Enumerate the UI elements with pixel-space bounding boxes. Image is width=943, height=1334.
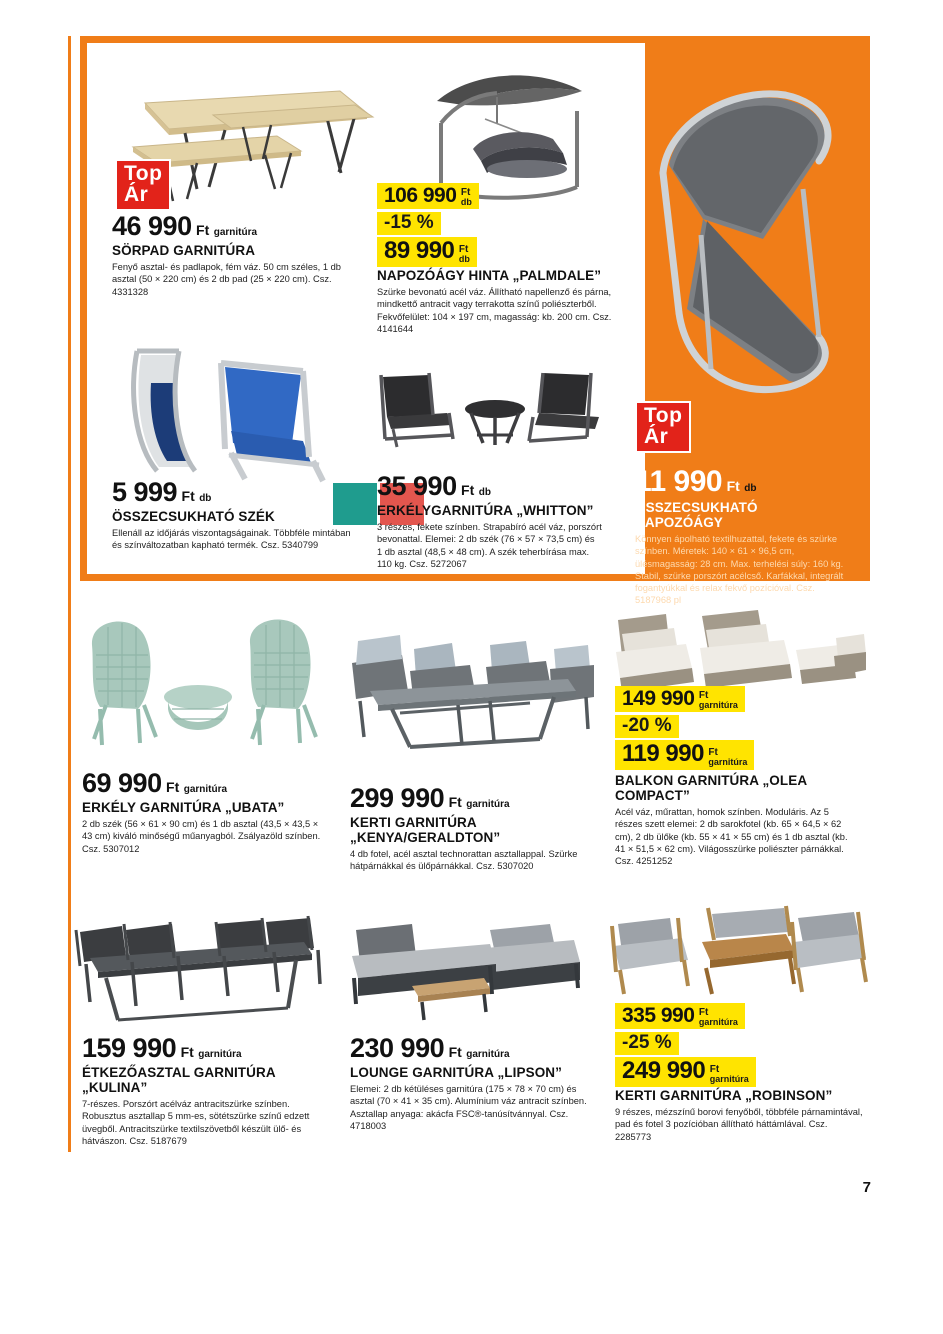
kulina-unit: garnitúra: [198, 1049, 242, 1060]
olea-old-price: 149 990: [622, 687, 695, 710]
palmdale-old-currency: Ft: [460, 187, 471, 199]
palmdale-currency: Ft: [458, 243, 469, 255]
olea-unit: garnitúra: [708, 756, 748, 767]
whitton-title: ERKÉLYGARNITÚRA „WHITTON”: [377, 503, 594, 518]
product-kenya-geraldton: [350, 785, 605, 873]
robinson-old-price-row: [615, 1003, 745, 1030]
robinson-currency: Ft: [709, 1063, 720, 1075]
palmdale-new-price-row: [377, 237, 477, 266]
napozoagy-currency: Ft: [726, 478, 740, 494]
olea-currency: Ft: [708, 746, 718, 758]
robinson-image: [608, 888, 868, 1008]
kenya-price-row: [350, 785, 605, 812]
olea-old-unit-group: [699, 691, 738, 710]
whitton-price-row: [377, 473, 602, 500]
palmdale-old-unit: [461, 188, 472, 207]
olea-old-currency: Ft: [698, 690, 709, 702]
palmdale-old-unit2: db: [460, 197, 472, 208]
palmdale-price-tag: [377, 183, 479, 267]
napozoagy-unit: db: [744, 483, 757, 494]
robinson-discount: -25 %: [615, 1032, 679, 1055]
product-ubata: [82, 770, 327, 855]
palmdale-unit: db: [458, 253, 470, 264]
badge-line-1: Top: [124, 162, 163, 185]
whitton-desc: 3 részes, fekete színben. Strapabíró acél váz, porszórt bevonattal. Elemei: 2 db szék (76 × 57 × 73,5 cm) és 1 db asztal (48,5 × 48 cm). A szék teherbírása max. 110 kg. Csz. 5272067: [377, 522, 602, 569]
lipson-title: LOUNGE GARNITÚRA „LIPSON”: [350, 1065, 563, 1080]
robinson-title: KERTI GARNITÚRA „ROBINSON”: [615, 1088, 833, 1103]
product-osszecsukhato-szek: [112, 477, 351, 552]
sorpad-currency: Ft: [196, 222, 210, 238]
robinson-price-tag: [615, 1003, 756, 1087]
lipson-desc: Elemei: 2 db kétüléses garnitúra (175 × 78 × 70 cm) és asztal (70 × 41 × 35 cm). Alumínium váz antracit színben. Asztallap anyaga: akácfa FSC®-tanúsítvánnyal. Csz. 4718003: [350, 1084, 587, 1131]
robinson-desc: 9 részes, mézszínű borovi fenyőből, többféle párnamintával, pad és fotel 3 pozícióban állítható háttámlával. Csz. 2285773: [615, 1107, 863, 1142]
product-napozoagy: [635, 467, 849, 607]
robinson-old-price: 335 990: [622, 1004, 695, 1027]
sorpad-price: 46 990: [112, 211, 192, 241]
szek-price-row: [112, 479, 327, 506]
szek-price: 5 999: [112, 477, 178, 507]
sorpad-title: SÖRPAD GARNITÚRA: [112, 243, 256, 258]
olea-old-price-row: [615, 686, 745, 713]
product-palmdale: [377, 265, 627, 335]
olea-discount: -20 %: [615, 715, 679, 738]
robinson-old-currency: Ft: [698, 1007, 709, 1019]
szek-currency: Ft: [181, 488, 195, 504]
whitton-image: [367, 355, 607, 465]
ubata-price-row: [82, 770, 327, 797]
product-olea-compact: [615, 770, 855, 867]
palmdale-unit-group: [459, 245, 470, 264]
sorpad-unit: garnitúra: [213, 227, 258, 238]
ubata-currency: Ft: [166, 779, 180, 795]
product-lipson: [350, 1035, 590, 1132]
napozoagy-price: 11 990: [635, 465, 723, 498]
robinson-new-price-row: [615, 1057, 756, 1086]
palmdale-desc: Szürke bevonatú acél váz. Állítható napellenző és párna, mindkettő antracit vagy terrakotta színű poliészterből. Fekvőfelület: 104 × 197 cm, magasság: kb. 200 cm. Csz. 4141644: [377, 287, 612, 334]
palmdale-old-price-row: [377, 183, 479, 210]
ubata-image: [72, 605, 322, 760]
ubata-price: 69 990: [82, 768, 162, 798]
whitton-unit: db: [478, 487, 491, 498]
ubata-desc: 2 db szék (56 × 61 × 90 cm) és 1 db asztal (43,5 × 43,5 × 43 cm) kiváló minőségű műanyagból. Zsályazöld színben. Csz. 5307012: [82, 819, 321, 854]
robinson-unit: garnitúra: [709, 1073, 749, 1084]
kenya-title: KERTI GARNITÚRA „KENYA/GERALDTON”: [350, 815, 501, 845]
olea-desc: Acél váz, műrattan, homok színben. Moduláris. Az 5 részes szett elemei: 2 db sarokfotel (kb. 65 × 64,5 × 62 cm), 2 db ülőke (kb. 55 × 41 × 55 cm) és 1 db asztal (kb. 41 × 51,5 × 62 cm). Világosszürke poliészter párnákkal. Csz. 4251252: [615, 807, 848, 867]
palmdale-title: NAPOZÓÁGY HINTA „PALMDALE”: [377, 268, 602, 283]
olea-price: 119 990: [622, 740, 704, 768]
osszecsukhato-szek-image: [105, 333, 360, 483]
featured-orange-block: [80, 36, 870, 606]
lipson-price-row: [350, 1035, 590, 1062]
color-swatch-teal: [333, 483, 377, 525]
kulina-price-row: [82, 1035, 322, 1062]
kulina-title: ÉTKEZŐASZTAL GARNITÚRA „KULINA”: [82, 1065, 276, 1095]
szek-title: ÖSSZECSUKHATÓ SZÉK: [112, 509, 275, 524]
ubata-title: ERKÉLY GARNITÚRA „UBATA”: [82, 800, 285, 815]
sorpad-price-row: [112, 213, 352, 240]
olea-unit-group: [708, 748, 747, 767]
whitton-currency: Ft: [461, 482, 475, 498]
ubata-unit: garnitúra: [183, 784, 228, 795]
palmdale-old-price: 106 990: [384, 184, 457, 207]
kenya-currency: Ft: [448, 794, 462, 810]
sorpad-desc: Fenyő asztal- és padlapok, fém váz. 50 cm széles, 1 db asztal (50 × 220 cm) és 2 db pad (25 × 220 cm). Csz. 4331328: [112, 262, 341, 297]
robinson-old-unit2: garnitúra: [698, 1017, 738, 1028]
robinson-old-unit-group: [699, 1008, 738, 1027]
product-whitton: [377, 473, 602, 570]
robinson-price: 249 990: [622, 1057, 706, 1085]
olea-price-tag: [615, 686, 754, 770]
napozoagy-price-row: [635, 467, 849, 497]
szek-unit: db: [199, 493, 212, 504]
page-number: 7: [862, 1179, 871, 1196]
kenya-price: 299 990: [350, 783, 445, 813]
top-price-badge-sorpad: [115, 159, 171, 211]
kenya-unit: garnitúra: [466, 799, 510, 810]
palmdale-price: 89 990: [384, 237, 455, 265]
palmdale-discount: -15 %: [377, 212, 441, 235]
olea-title: BALKON GARNITÚRA „OLEA COMPACT”: [615, 773, 807, 803]
badge-line-2: Ár: [644, 424, 669, 448]
product-kulina: [82, 1035, 322, 1147]
badge-line-1: Top: [644, 404, 683, 427]
szek-desc: Ellenáll az időjárás viszontagságainak. Többféle mintában és színváltozatban kapható termék. Csz. 5340799: [112, 528, 351, 551]
kenya-geraldton-image: [340, 605, 595, 760]
lipson-price: 230 990: [350, 1033, 445, 1063]
lipson-unit: garnitúra: [466, 1049, 510, 1060]
kulina-price: 159 990: [82, 1033, 177, 1063]
napozoagy-desc: Könnyen ápolható textilhuzattal, fekete és szürke színben. Méretek: 140 × 61 × 96,5 cm, ülésmagasság: 28 cm. Max. terhelési súly: 160 kg. Stabil, szürke porszórt acélcső. Karfákkal, integrált fogantyúkkal és relax fekvő pozícióval. Csz. 5187968 pl: [635, 534, 844, 606]
kulina-currency: Ft: [180, 1044, 194, 1060]
robinson-unit-group: [710, 1065, 749, 1084]
olea-old-unit2: garnitúra: [698, 700, 738, 711]
kenya-desc: 4 db fotel, acél asztal technorattan asztallappal. Szürke hátpárnákkal és ülőpárnákkal. Csz. 5307020: [350, 849, 578, 872]
product-sorpad: [112, 213, 352, 298]
olea-new-price-row: [615, 740, 754, 769]
lipson-image: [340, 890, 595, 1030]
kulina-desc: 7-részes. Porszórt acélváz antracitszürke színben. Robusztus asztallap 5 mm-es, sötétszürke színű edzett üvegből. Antracitszürke textilszövetből készült ülő- és hátvászon. Csz. 5187679: [82, 1099, 310, 1146]
kulina-image: [66, 880, 331, 1030]
whitton-price: 35 990: [377, 471, 457, 501]
badge-line-2: Ár: [124, 182, 149, 206]
napozoagy-title: ÖSSZECSUKHATÓ NAPOZÓÁGY: [635, 500, 758, 530]
lipson-currency: Ft: [448, 1044, 462, 1060]
top-price-badge-napozoagy: [635, 401, 691, 453]
product-robinson: [615, 1085, 865, 1143]
